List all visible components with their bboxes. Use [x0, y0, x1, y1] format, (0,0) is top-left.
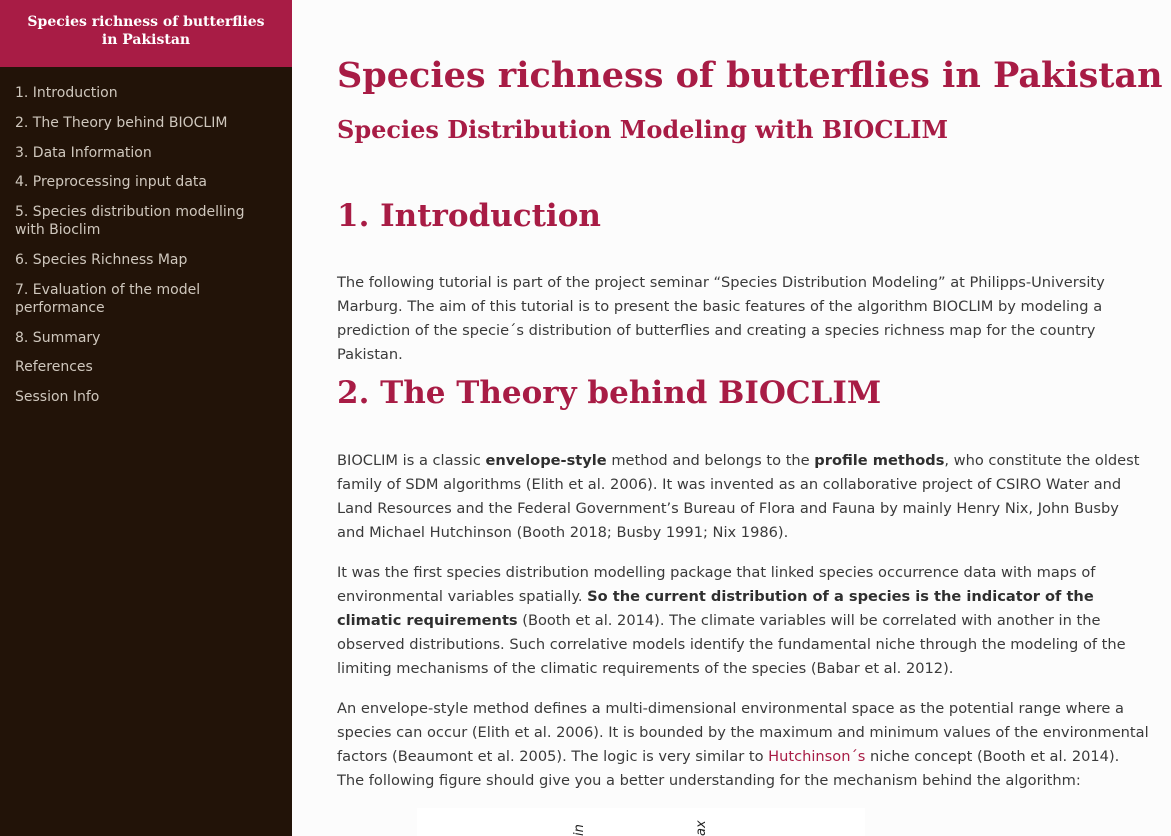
bioclim-figure	[417, 808, 865, 836]
toc-item-theory[interactable]: 2. The Theory behind BIOCLIM	[15, 114, 228, 131]
toc-item-species-distribution-modelling[interactable]: 5. Species distribution modelling with Bioclim	[15, 204, 245, 239]
page-subtitle: Species Distribution Modeling with BIOCLIM	[337, 115, 949, 144]
text-span: (Booth et al. 2014). The climate variables will be correlated with another in the observed distributions. Such correlative models identify the fundamental niche through the modeling of the limiting mechanisms of the climatic requirements of the species (Babar et al. 2012).	[337, 612, 1126, 677]
figure-axis-label-max: ax	[694, 820, 709, 836]
theory-paragraph-3	[337, 697, 1149, 769]
figure-intro-line: The following figure should give you a better understanding for the mechanism behind the algorithm:	[337, 772, 1081, 789]
toc-item-references[interactable]: References	[15, 359, 93, 376]
text-span: An envelope-style method defines a multi-dimensional environmental space as the potential range where a species can occur (Elith et al. 2006). It is bounded by the maximum and minimum values of the environmental factors (Beaumont et al. 2005). The logic is very similar to	[337, 700, 1149, 765]
text-span: BIOCLIM is a classic	[337, 452, 486, 469]
text-span: niche concept (Booth et al. 2014).	[865, 748, 1120, 765]
table-of-contents	[0, 67, 292, 406]
bold-climatic-requirements: So the current distribution of a species is the indicator of the climatic requirements	[337, 588, 1094, 629]
text-span: method and belongs to the	[606, 452, 815, 469]
theory-paragraph-1	[337, 449, 1149, 545]
text-span: , who constitute the oldest family of SDM algorithms (Elith et al. 2006). It was invented as an collaborative project of CSIRO Water and Land Resources and the Federal Government’s Bureau of Flora and Fauna by mainly Henry Nix, John Busby and Michael Hutchinson (Booth 2018; Busby 1991; Nix 1986).	[337, 452, 1140, 541]
toc-item-data-information[interactable]: 3. Data Information	[15, 144, 152, 161]
toc-item-evaluation[interactable]: 7. Evaluation of the model performance	[15, 281, 201, 316]
section-heading-introduction: 1. Introduction	[337, 198, 601, 234]
section-heading-theory: 2. The Theory behind BIOCLIM	[337, 375, 882, 411]
toc-item-species-richness-map[interactable]: 6. Species Richness Map	[15, 251, 188, 268]
hutchinson-link[interactable]: Hutchinson´s	[768, 748, 866, 765]
intro-paragraph: The following tutorial is part of the project seminar “Species Distribution Modeling” at Philipps-University Marburg. The aim of this tutorial is to present the basic features of the algorithm BIOCLIM by modeling a prediction of the specie´s distribution of butterflies and creating a species richness map for the country Pakistan.	[337, 274, 1105, 363]
page-title: Species richness of butterflies in Pakistan	[337, 55, 1163, 96]
toc-item-session-info[interactable]: Session Info	[15, 389, 100, 406]
theory-paragraph-2	[337, 561, 1149, 681]
toc-item-summary[interactable]: 8. Summary	[15, 329, 101, 346]
sidebar	[0, 0, 292, 836]
toc-item-introduction[interactable]: 1. Introduction	[15, 85, 118, 101]
toc-item-preprocessing[interactable]: 4. Preprocessing input data	[15, 174, 207, 191]
bold-profile-methods: profile methods	[814, 452, 945, 469]
figure-axis-label-min: in	[572, 824, 587, 836]
sidebar-title[interactable]: Species richness of butterflies in Pakistan	[0, 0, 292, 67]
text-span: It was the first species distribution modelling package that linked species occurrence data with maps of environmental variables spatially.	[337, 564, 1096, 605]
bold-envelope-style: envelope-style	[485, 452, 607, 469]
